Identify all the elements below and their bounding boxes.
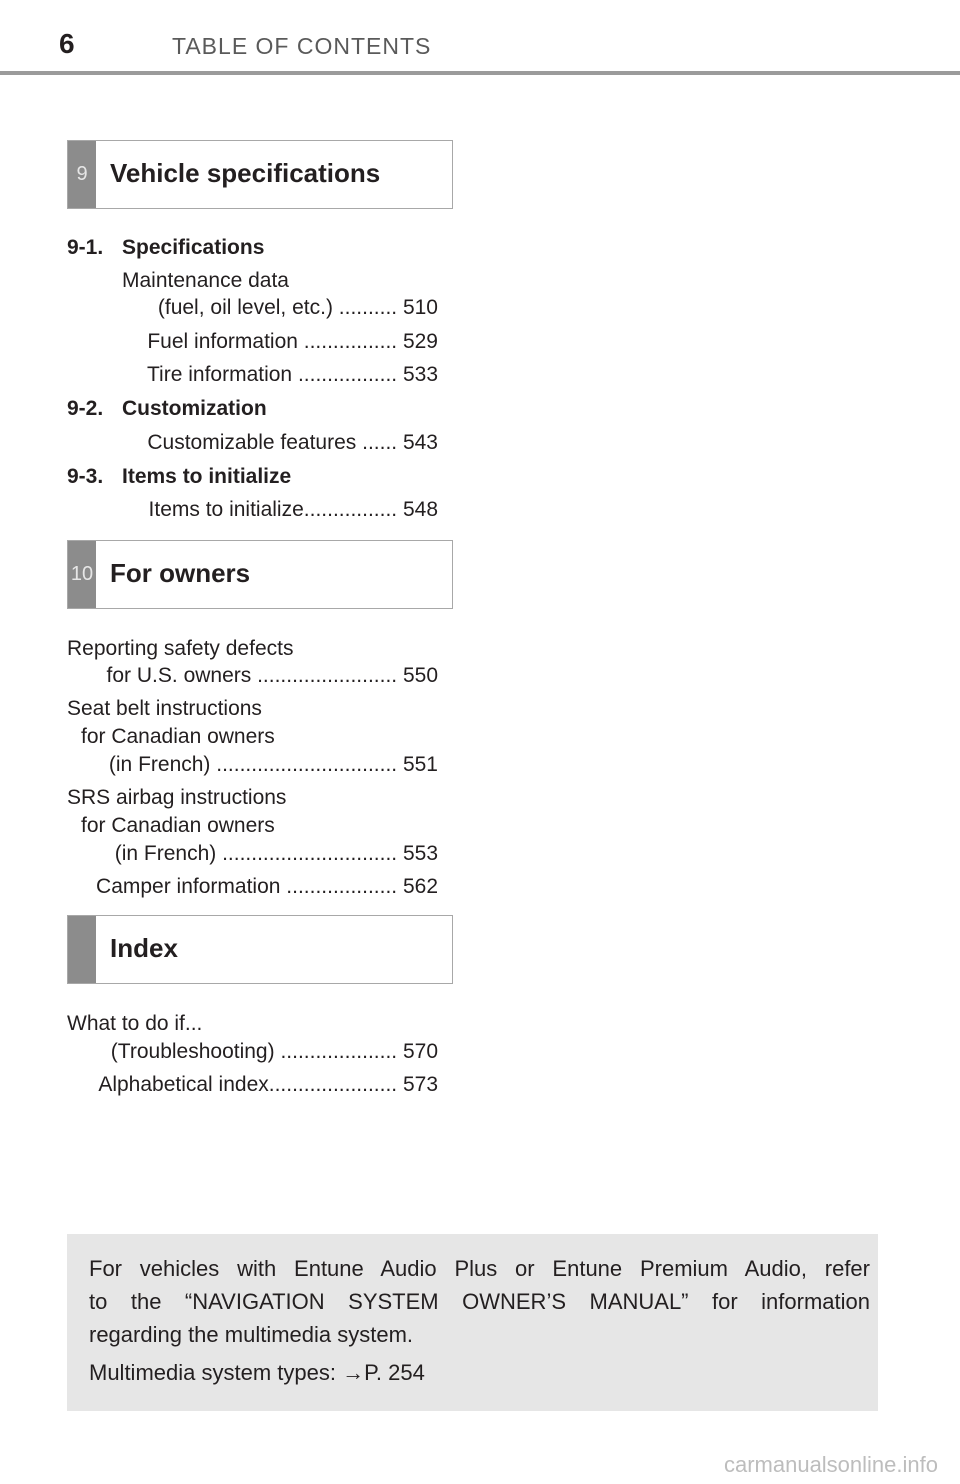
note-reference-link[interactable]: Multimedia system types: →P. 254 bbox=[89, 1360, 425, 1385]
toc-entry[interactable]: Alphabetical index...................... 573 bbox=[98, 1073, 438, 1096]
section-number-tab: 10 bbox=[68, 541, 96, 608]
toc-entry[interactable]: Items to initialize................ 548 bbox=[148, 498, 438, 521]
section-title: Vehicle specifications bbox=[110, 158, 381, 188]
section-title: Index bbox=[110, 933, 178, 963]
header-divider bbox=[0, 71, 960, 75]
toc-entry-line[interactable]: (fuel, oil level, etc.) .......... 510 bbox=[157, 296, 438, 319]
section-title: For owners bbox=[110, 558, 251, 588]
section-number-tab: 9 bbox=[68, 141, 96, 208]
section-10-header bbox=[67, 540, 453, 609]
toc-entry-line[interactable]: What to do if... bbox=[67, 1012, 203, 1035]
toc-entry-line[interactable]: (in French) ............................... 551 bbox=[108, 753, 438, 776]
multimedia-note-box bbox=[67, 1234, 878, 1411]
toc-entry[interactable]: Customizable features ...... 543 bbox=[147, 431, 438, 454]
toc-chapter-code: 9-1. bbox=[67, 236, 104, 259]
toc-entry-line[interactable]: (in French) .............................. 553 bbox=[114, 842, 438, 865]
toc-entry-line[interactable]: for U.S. owners ........................ 550 bbox=[106, 664, 438, 687]
toc-entry-line[interactable]: (Troubleshooting) .................... 570 bbox=[110, 1040, 438, 1063]
toc-entry-line[interactable]: for Canadian owners bbox=[81, 814, 275, 837]
section-number-tab bbox=[68, 916, 96, 983]
toc-chapter-heading[interactable]: Specifications bbox=[122, 236, 265, 259]
page-number: 6 bbox=[59, 28, 75, 59]
note-line: to the “NAVIGATION SYSTEM OWNER’S MANUAL” for information bbox=[89, 1289, 870, 1314]
toc-entry-line[interactable]: Seat belt instructions bbox=[67, 697, 262, 720]
toc-chapter-code: 9-2. bbox=[67, 397, 104, 420]
toc-chapter-code: 9-3. bbox=[67, 465, 104, 488]
toc-entry[interactable]: Fuel information ................ 529 bbox=[147, 330, 438, 353]
toc-chapter-heading[interactable]: Items to initialize bbox=[122, 465, 292, 488]
note-line: regarding the multimedia system. bbox=[89, 1322, 414, 1347]
toc-chapter-heading[interactable]: Customization bbox=[122, 397, 267, 420]
toc-entry-line[interactable]: SRS airbag instructions bbox=[67, 786, 287, 809]
section-9-header bbox=[67, 140, 453, 209]
toc-entry-line[interactable]: Reporting safety defects bbox=[67, 637, 294, 660]
toc-entry-line[interactable]: for Canadian owners bbox=[81, 725, 275, 748]
toc-entry-line[interactable]: Maintenance data bbox=[122, 269, 289, 292]
note-line: For vehicles with Entune Audio Plus or Entune Premium Audio, refer bbox=[89, 1256, 870, 1281]
toc-entry[interactable]: Tire information ................. 533 bbox=[147, 363, 438, 386]
toc-entry[interactable]: Camper information ................... 562 bbox=[96, 875, 438, 898]
page-header-title: TABLE OF CONTENTS bbox=[172, 33, 432, 59]
watermark: carmanualsonline.info bbox=[723, 1452, 938, 1477]
section-index-header bbox=[67, 915, 453, 984]
